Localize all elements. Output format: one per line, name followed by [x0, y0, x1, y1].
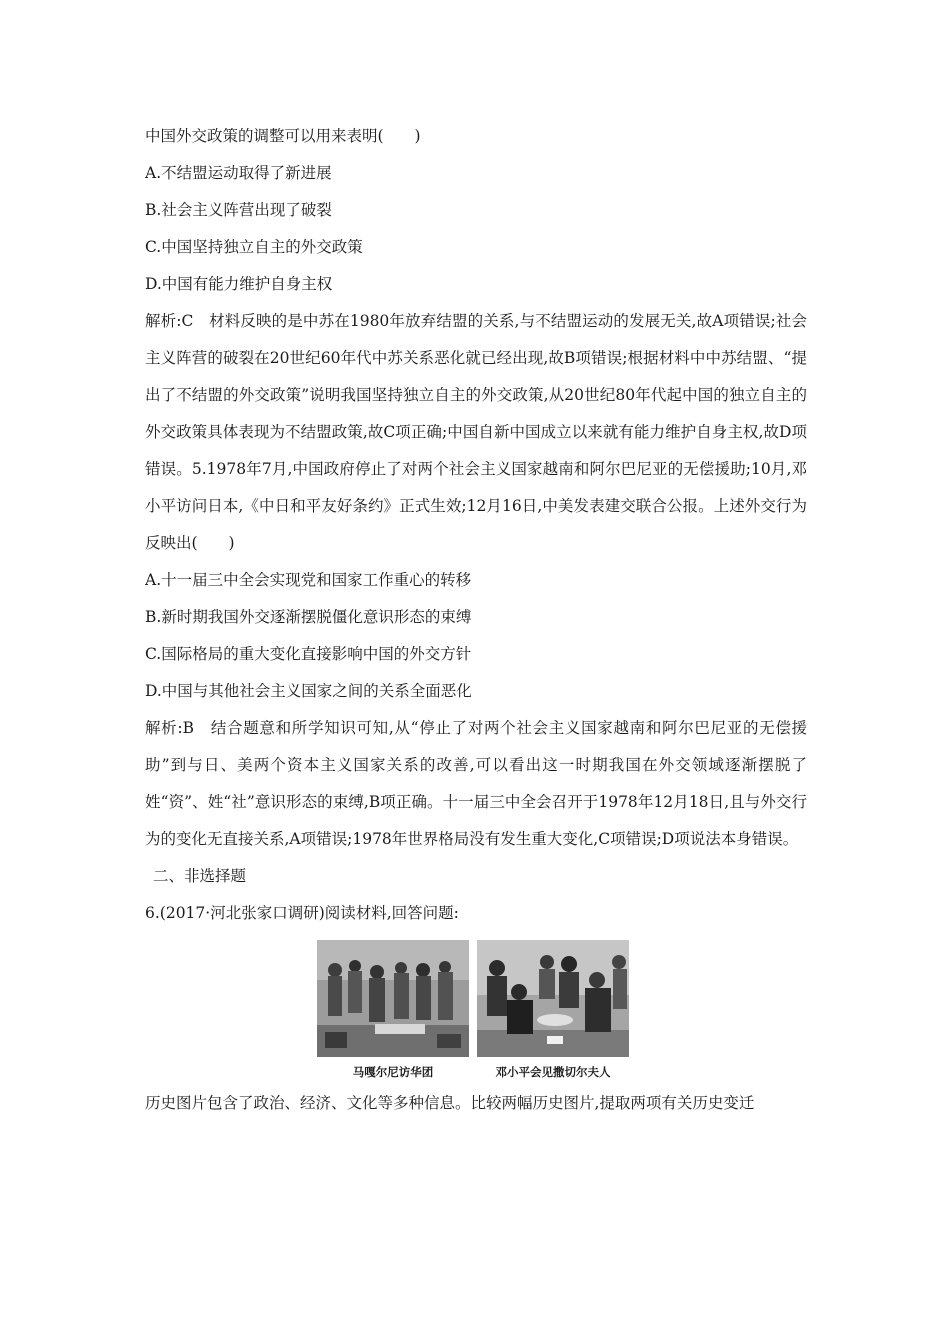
option-b: B.新时期我国外交逐渐摆脱僵化意识形态的束缚 — [145, 608, 472, 626]
analysis-paragraph: 解析:B 结合题意和所学知识可知,从“停止了对两个社会主义国家越南和阿尔巴尼亚的无偿援助”到与日、美两个资本主义国家关系的改善,可以看出这一时期我国在外交领域逐渐摆脱了姓“资”、姓“社”意识形态的束缚,B项正确。十一届三中全会召开于1978年12月18日,且与外交行为的变化无直接关系,A项错误;1978年世界格局没有发生重大变化,C项错误;D项说法本身错误。 — [145, 719, 807, 848]
document-page — [145, 118, 807, 1122]
option-a: A.不结盟运动取得了新进展 — [145, 164, 332, 182]
historical-photo — [317, 940, 469, 1057]
option-d: D.中国有能力维护自身主权 — [145, 275, 333, 293]
option-b: B.社会主义阵营出现了破裂 — [145, 201, 332, 219]
figure-deng-thatcher — [477, 940, 629, 1083]
question-stem: 中国外交政策的调整可以用来表明( ) — [145, 127, 421, 145]
analysis-paragraph: 解析:C 材料反映的是中苏在1980年放弃结盟的关系,与不结盟运动的发展无关,故A项错误;社会主义阵营的破裂在20世纪60年代中苏关系恶化就已经出现,故B项错误;根据材料中中苏结盟、“提出了不结盟的外交政策”说明我国坚持独立自主的外交政策,从20世纪80年代起中国的独立自主的外交政策具体表现为不结盟政策,故C项正确;中国自新中国成立以来就有能力维护自身主权,故D项错误。5.1978年7月,中国政府停止了对两个社会主义国家越南和阿尔巴尼亚的无偿援助;10月,邓小平访问日本,《中日和平友好条约》正式生效;12月16日,中美发表建交联合公报。上述外交行为反映出( ) — [145, 312, 807, 552]
option-d: D.中国与其他社会主义国家之间的关系全面恶化 — [145, 682, 472, 700]
figure-macartney — [317, 940, 469, 1083]
option-c: C.中国坚持独立自主的外交政策 — [145, 238, 363, 256]
option-c: C.国际格局的重大变化直接影响中国的外交方针 — [145, 645, 472, 663]
option-a: A.十一届三中全会实现党和国家工作重心的转移 — [145, 571, 472, 589]
figure-row — [139, 940, 807, 1083]
historical-photo — [477, 940, 629, 1057]
question-stem: 6.(2017·河北张家口调研)阅读材料,回答问题: — [145, 904, 459, 922]
question-text: 历史图片包含了政治、经济、文化等多种信息。比较两幅历史图片,提取两项有关历史变迁 — [145, 1094, 755, 1112]
figure-caption: 邓小平会见撒切尔夫人 — [495, 1065, 611, 1079]
section-heading: 二、非选择题 — [153, 867, 247, 885]
figure-caption: 马嘎尔尼访华团 — [352, 1065, 434, 1079]
